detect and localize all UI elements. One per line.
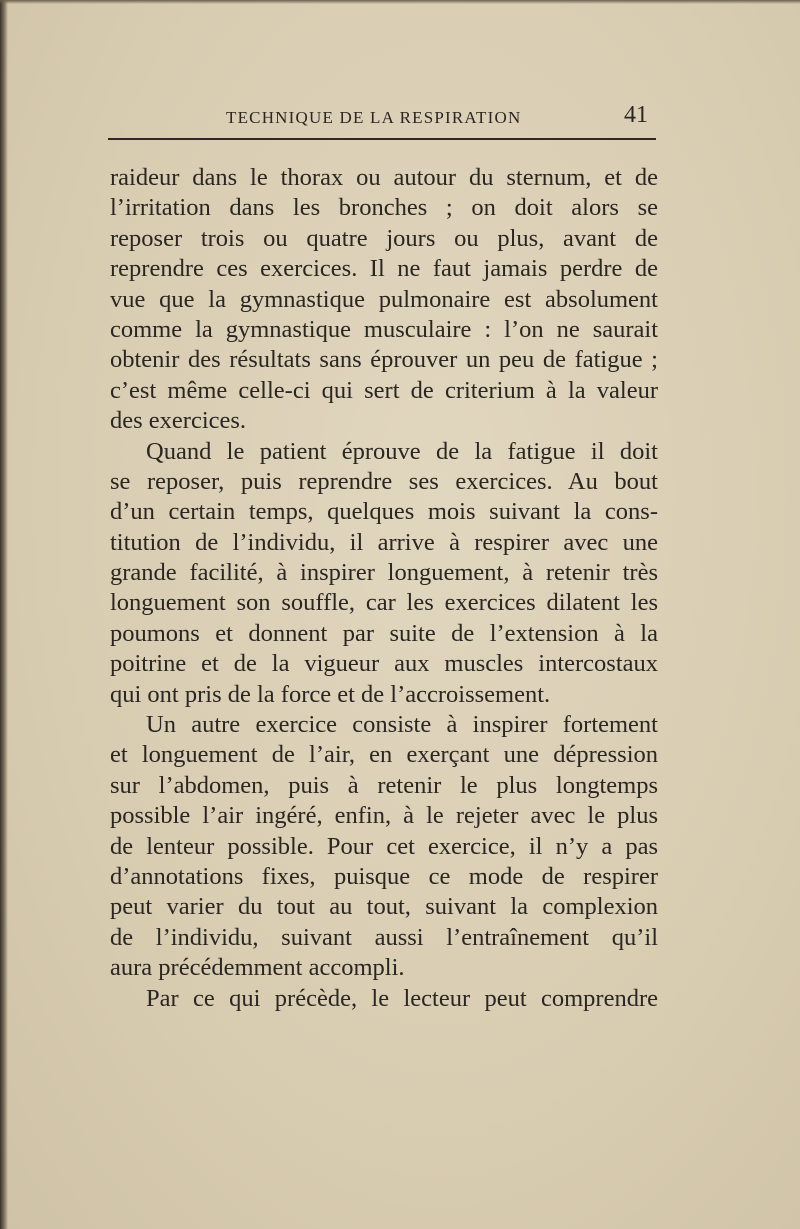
header-rule xyxy=(108,138,656,140)
text-line: d’annotations fixes, puisque ce mode de respirer xyxy=(110,862,658,890)
text-line: c’est même celle-ci qui sert de criterium à la valeur xyxy=(110,376,658,404)
paragraph-start-line: Par ce qui précède, le lecteur peut comprendre xyxy=(146,984,658,1012)
text-line: reposer trois ou quatre jours ou plus, avant de xyxy=(110,224,658,252)
paragraph-end-line: des exercices. xyxy=(110,407,247,435)
text-line: d’un certain temps, quelques mois suivant la cons- xyxy=(110,498,658,526)
body-text xyxy=(110,163,658,1014)
running-header xyxy=(108,100,656,136)
text-line: poumons et donnent par suite de l’extension à la xyxy=(110,619,658,647)
paragraph-end-line: aura précédemment accompli. xyxy=(110,954,405,982)
page-binding-edge xyxy=(0,0,8,1229)
text-line: sur l’abdomen, puis à retenir le plus longtemps xyxy=(110,771,658,799)
text-line: vue que la gymnastique pulmonaire est absolument xyxy=(110,285,658,313)
paragraph-end-line: qui ont pris de la force et de l’accroissement. xyxy=(110,680,551,708)
paragraph-start-line: Un autre exercice consiste à inspirer fortement xyxy=(146,711,658,739)
text-line: reprendre ces exercices. Il ne faut jamais perdre de xyxy=(110,255,658,283)
text-line: comme la gymnastique musculaire : l’on ne saurait xyxy=(110,315,658,343)
page-top-edge xyxy=(0,0,800,4)
text-line: longuement son souffle, car les exercices dilatent les xyxy=(110,589,658,617)
text-line: se reposer, puis reprendre ses exercices. Au bout xyxy=(110,467,658,495)
text-line: de lenteur possible. Pour cet exercice, il n’y a pas xyxy=(110,832,658,860)
text-line: poitrine et de la vigueur aux muscles intercostaux xyxy=(110,650,658,678)
page-number: 41 xyxy=(624,102,648,128)
text-line: de l’individu, suivant aussi l’entraînement qu’il xyxy=(110,923,658,951)
text-line: titution de l’individu, il arrive à respirer avec une xyxy=(110,528,658,556)
paragraph-start-line: Quand le patient éprouve de la fatigue il doit xyxy=(146,437,658,465)
text-line: grande facilité, à inspirer longuement, à retenir très xyxy=(110,559,658,587)
running-title: TECHNIQUE DE LA RESPIRATION xyxy=(226,108,522,127)
text-line: obtenir des résultats sans éprouver un peu de fatigue ; xyxy=(110,346,658,374)
text-line: raideur dans le thorax ou autour du sternum, et de xyxy=(110,164,658,191)
text-line: et longuement de l’air, en exerçant une dépression xyxy=(110,741,658,769)
text-line: l’irritation dans les bronches ; on doit alors se xyxy=(110,194,658,222)
text-line: peut varier du tout au tout, suivant la complexion xyxy=(110,893,658,921)
text-line: possible l’air ingéré, enfin, à le rejeter avec le plus xyxy=(110,802,658,830)
